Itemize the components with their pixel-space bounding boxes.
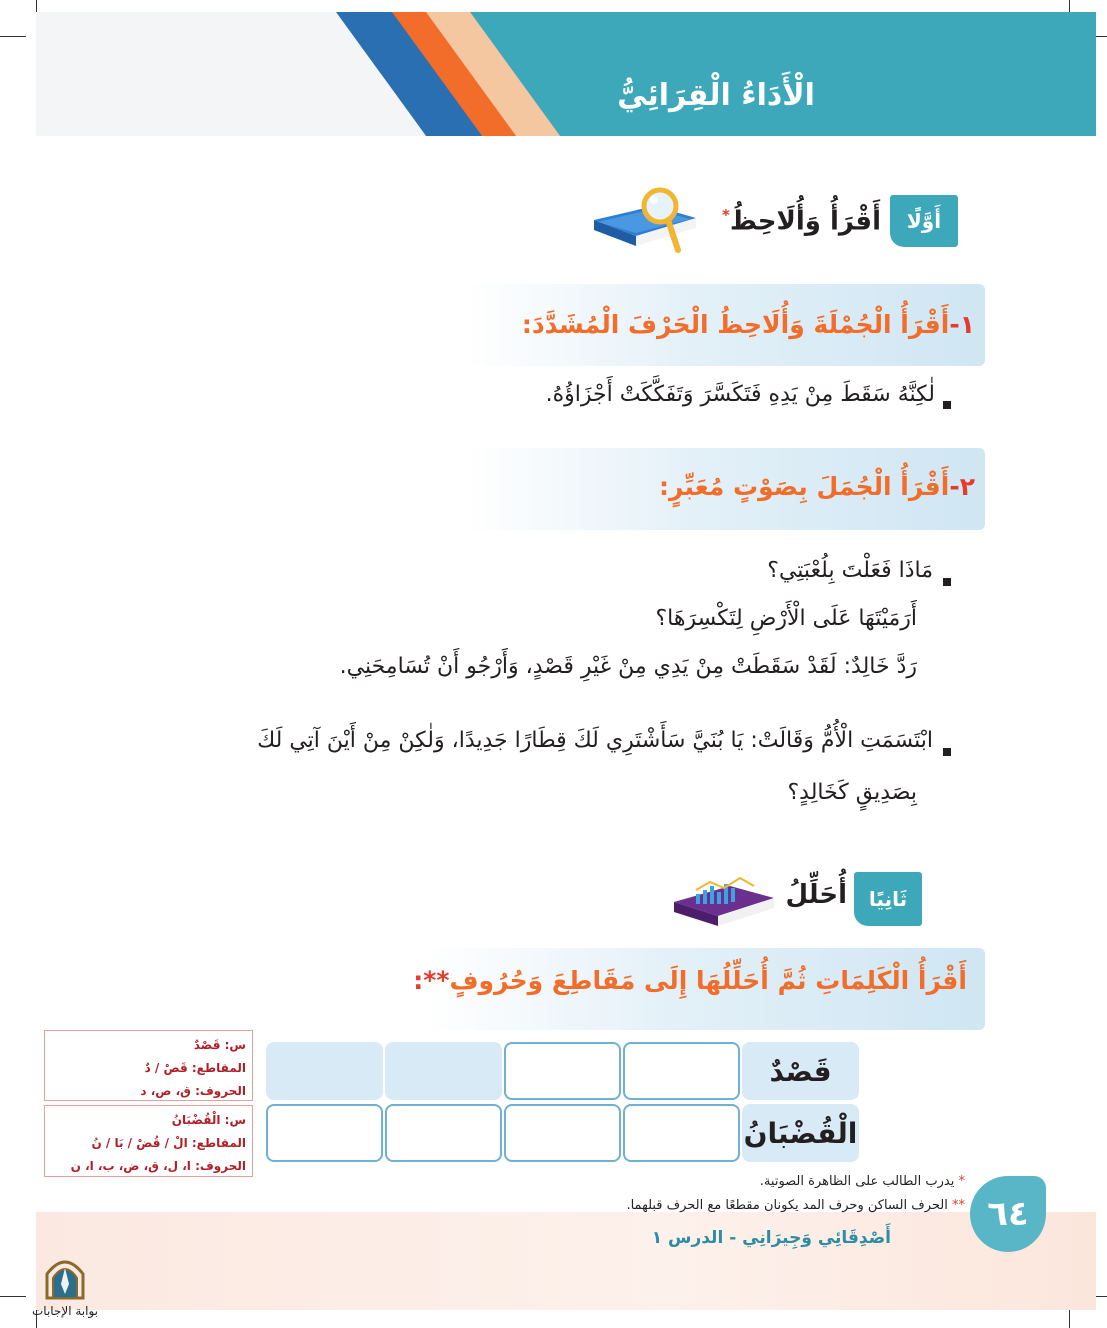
answer-cell[interactable] [504, 1042, 621, 1100]
lesson-label: أَصْدِقَائِي وَجِيرَانِي - الدرس ١ [651, 1228, 891, 1248]
page-header [36, 12, 1096, 136]
word-cell: قَصْدٌ [742, 1042, 859, 1100]
footnote: ** الحرف الساكن وحرف المد يكونان مقطعًا مع الحرف قبلهما. [626, 1198, 965, 1213]
instruction-2: ٢-أَقْرَأُ الْجُمَلَ بِصَوْتٍ مُعَبِّرٍ: [658, 472, 975, 501]
dialogue-line: ابْتَسَمَتِ الْأُمُّ وَقَالَتْ: يَا بُنَيَّ سَأَشْتَرِي لَكَ قِطَارًا جَدِيدًا، وَلٰكِنْ مِنْ أَيْنَ آتِي لَكَ [257, 728, 933, 753]
dialogue-line: رَدَّ خَالِدٌ: لَقَدْ سَقَطَتْ مِنْ يَدِي مِنْ غَيْرِ قَصْدٍ، وَأَرْجُو أَنْ تُسَامِحَنِي. [339, 654, 917, 679]
book-magnifier-icon [588, 184, 700, 254]
footnote: * يدرب الطالب على الظاهرة الصوتية. [759, 1174, 965, 1189]
dialogue-line: مَاذَا فَعَلْتَ بِلُعْبَتِي؟ [767, 558, 933, 583]
answer-letters: الحروف: ا، ل، ق، ض، ب، ا، ن [70, 1159, 246, 1173]
answer-question: س: الْقُضْبَانُ [171, 1113, 246, 1127]
word-cell: الْقُضْبَانُ [742, 1104, 859, 1162]
watermark-text: بوابة الإجابات [31, 1304, 98, 1318]
answer-letters: الحروف: ق، ص، د [140, 1084, 246, 1098]
bullet [943, 578, 951, 586]
answer-cell[interactable] [623, 1042, 740, 1100]
answer-cell[interactable] [385, 1104, 502, 1162]
answer-cell[interactable] [266, 1042, 383, 1100]
section-title-read-observe: أَقْرَأُ وَأُلَاحِظُ* [722, 206, 881, 237]
dialogue-line: أَرَمَيْتَهَا عَلَى الْأَرْضِ لِتَكْسِرَهَا؟ [655, 606, 917, 631]
book-chart-icon [670, 868, 778, 932]
page-number: ٦٤ [970, 1176, 1046, 1252]
analysis-instruction: أَقْرَأُ الْكَلِمَاتِ ثُمَّ أُحَلِّلُهَا إِلَى مَقَاطِعَ وَحُرُوفٍ**: [413, 966, 967, 995]
example-sentence: لٰكِنَّهُ سَقَطَ مِنْ يَدِهِ فَتَكَسَّرَ وَتَفَكَّكَتْ أَجْزَاؤُهُ. [545, 382, 935, 407]
crop-mark [0, 36, 26, 37]
crop-mark [0, 1296, 26, 1297]
answer-cell[interactable] [266, 1104, 383, 1162]
instruction-number: ١- [949, 310, 975, 339]
page-title: الْأَدَاءُ الْقِرَائِيُّ [617, 78, 815, 113]
footnote-star: * [722, 206, 730, 224]
instruction-1: ١-أَقْرَأُ الْجُمْلَةَ وَأُلَاحِظُ الْحَرْفَ الْمُشَدَّدَ: [521, 310, 975, 339]
answer-syllables: المقاطع: قَصْ / دٌ [144, 1061, 246, 1075]
bullet [943, 748, 951, 756]
dialogue-line: بِصَدِيقٍ كَخَالِدٍ؟ [787, 780, 917, 805]
answer-question: س: قَصْدٌ [193, 1038, 246, 1052]
answer-cell[interactable] [385, 1042, 502, 1100]
mosque-pen-logo-icon [43, 1254, 87, 1300]
section-title-analyze: أُحَلِّلُ [785, 880, 847, 910]
section-tag-first: أَوَّلًا [890, 195, 958, 247]
answer-box [44, 1030, 253, 1101]
watermark [28, 1254, 102, 1318]
answer-cell[interactable] [504, 1104, 621, 1162]
bullet [943, 401, 951, 409]
answer-box [44, 1105, 253, 1177]
answer-syllables: المقاطع: الْ / قُضْ / بَا / نُ [91, 1136, 246, 1150]
answer-cell[interactable] [623, 1104, 740, 1162]
section-tag-second: ثَانِيًا [854, 872, 922, 926]
footer-bar [36, 1212, 1096, 1310]
instruction-number: ٢- [949, 472, 975, 501]
